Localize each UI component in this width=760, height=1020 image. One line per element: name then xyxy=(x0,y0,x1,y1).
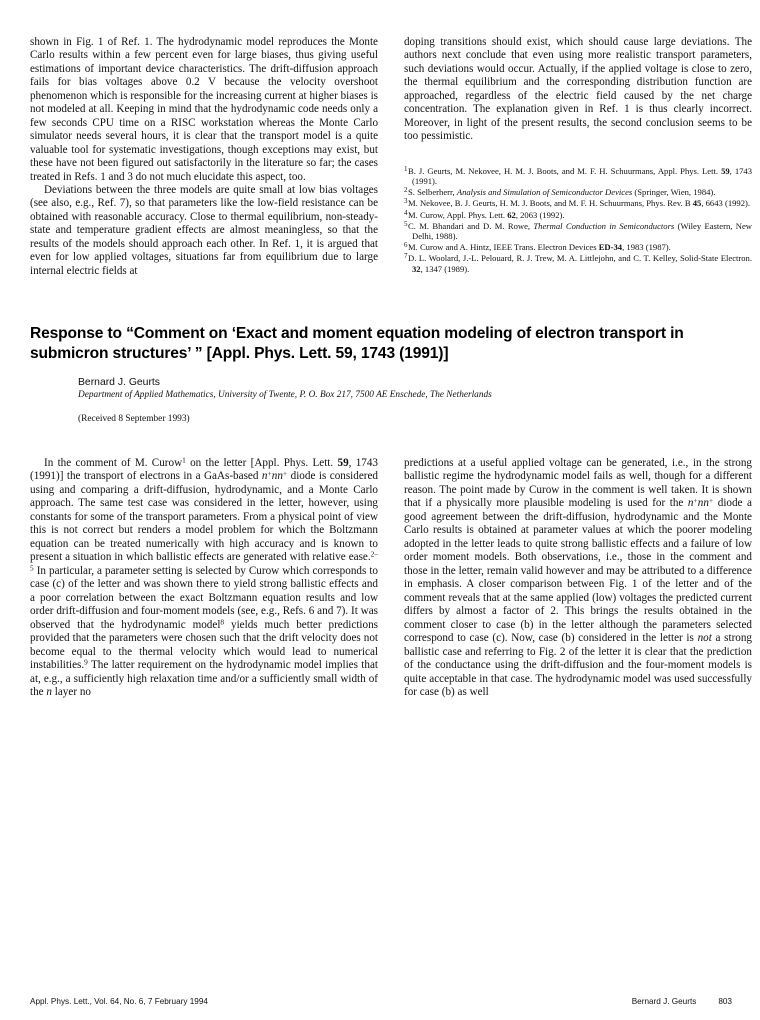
reference-item xyxy=(404,187,752,198)
reference-text: M. Curow, Appl. Phys. Lett. 62, 2063 (1992). xyxy=(408,209,565,220)
reference-text: S. Selberherr, Analysis and Simulation of Semiconductor Devices (Springer, Wien, 1984). xyxy=(408,187,716,198)
footer-author: Bernard J. Geurts xyxy=(631,997,697,1006)
paragraph-deviations: Deviations between the three models are quite small at low bias voltages (see also, e.g., Ref. 7), so that parameters like the low-field resistance can be obtained with reasonable accuracy. Close to thermal equilibrium, non-steady-state and temperature gradient effects are almost meaningless, so that the results of the models should approach each other. In Ref. 1, it is argued that even for low applied voltages, situations far from equilibrium due to large internal electric fields at xyxy=(30,183,378,277)
lower-right-column xyxy=(404,457,752,700)
author-block xyxy=(30,376,732,424)
reference-item xyxy=(404,210,752,221)
top-text-columns xyxy=(30,36,753,278)
top-left-column xyxy=(30,36,378,278)
reference-text: M. Curow and A. Hintz, IEEE Trans. Electron Devices ED-34, 1983 (1987). xyxy=(408,242,671,253)
paragraph-comment-response-right: predictions at a useful applied voltage can be generated, i.e., in the strong ballistic regime the hydrodynamic model fails as well, though for a different reason. The point made by Curow in the comment is well taken. It is shown that if a physically more plausible modeling is used for the n+nn+ diode a good agreement between the drift-diffusion, hydrodynamic and the Monte Carlo results is obtained at parameter values at which the poorer modeling adopted in the letter leads to quite strong ballistic effects and a failure of low order moment models. Both observations, i.e., those in the comment and those in the letter, remain valid however and may be attributed to a difference in emphasis. A closer comparison between Fig. 1 of the letter and of the comment reveals that at the same applied (low) voltages the predicted current differs by almost a factor of 2. This brings the results obtained in the comment closer to case (b) in the letter although the parameters selected correspond to case (c). Now, case (b) considered in the letter is not a strong ballistic case and referring to Fig. 2 of the letter it is clear that the prediction of the conductance using the drift-diffusion and the four-moment models is quite acceptable in that case. The hydrodynamic model was used successfully for case (b) as well xyxy=(404,456,752,699)
reference-number: 2 xyxy=(404,186,408,195)
paragraph-continuation: shown in Fig. 1 of Ref. 1. The hydrodynamic model reproduces the Monte Carlo results within a few percent even for large biases, thus giving useful estimations of important device characteristics. The drift-diffusion approach fails for bias voltages above 0.2 V because the velocity overshoot phenomenon which is responsible for the increasing current at higher biases is not modeled at all. Keeping in mind that the hydrodynamic code needs only a few seconds CPU time on a RISC workstation whereas the Monte Carlo simulator needs several hours, it is clear that the transport model is a quite valuable tool for systematic investigations, though exceptions may exist, but these have not been figured out satisfactorily in the literature so far; the cases treated in Refs. 1 and 3 do not much elucidate this aspect, too. xyxy=(30,36,378,183)
reference-number: 3 xyxy=(404,197,408,206)
reference-item xyxy=(404,221,752,242)
page-footer xyxy=(30,997,732,1006)
reference-text: D. L. Woolard, J.-L. Pelouard, R. J. Trew, M. A. Littlejohn, and C. T. Kelley, Solid-State Electron. 32, 1347 (1989). xyxy=(408,253,752,274)
top-right-column xyxy=(404,36,752,278)
reference-text: C. M. Bhandari and D. M. Rowe, Thermal Conduction in Semiconductors (Wiley Eastern, New Delhi, 1988). xyxy=(408,220,752,242)
reference-number: 4 xyxy=(404,208,408,217)
author-affiliation: Department of Applied Mathematics, University of Twente, P. O. Box 217, 7500 AE Enschede, The Netherlands xyxy=(78,390,492,401)
paragraph-comment-response-left: In the comment of M. Curow$^1$ on the letter [Appl. Phys. Lett. 59, 1743 (1991)] the transport of electrons in a GaAs-based n+nn+ diode is considered using and comparing a drift-diffusion, hydrodynamic, and a Monte Carlo approach. The same test case was considered in the letter, however, using constants for some of the transport parameters. From a physical point of view this is not correct but renders a model problem for which the Boltzmann equation can be treated numerically with high accuracy and is known to present a situation in which ballistic effects are generated with relative ease.$^{2-5}$ In particular, a parameter setting is selected by Curow which corresponds to case (c) of the letter and was shown there to yield strong ballistic effects and a poor correlation between the exact Boltzmann equation results and low order drift-diffusion and four-moment models (see, e.g., Refs. 6 and 7). It was observed that the hydrodynamic model$^8$ yields much better predictions provided that the parameters were chosen such that the drift velocity does not become equal to the thermal velocity which would lead to numerical instabilities.$^9$ The latter requirement on the hydrodynamic model implies that at, e.g., a sufficiently high relaxation time and/or a sufficiently small width of the n layer no xyxy=(30,455,379,699)
footer-journal-citation: Appl. Phys. Lett., Vol. 64, No. 6, 7 February 1994 xyxy=(30,997,208,1006)
article-title: Response to “Comment on ‘Exact and moment equation modeling of electron transport in submicron structures’ ” [Appl. Phys. Lett. 59, 1743 (1991)] xyxy=(30,325,684,362)
received-date: (Received 8 September 1993) xyxy=(78,413,190,424)
reference-number: 6 xyxy=(404,241,408,250)
article-header xyxy=(30,324,732,425)
reference-number: 7 xyxy=(404,252,408,261)
reference-text: M. Nekovee, B. J. Geurts, H. M. J. Boots, and M. F. H. Schuurmans, Phys. Rev. B 45, 6643 (1992). xyxy=(408,198,751,209)
reference-item xyxy=(404,166,752,187)
reference-item xyxy=(404,242,752,253)
footer-right-group xyxy=(632,997,732,1006)
footer-page-number: 803 xyxy=(718,997,732,1006)
lower-left-column xyxy=(30,457,378,700)
reference-number: 1 xyxy=(404,164,408,173)
reference-item xyxy=(404,198,752,209)
reference-number: 5 xyxy=(404,219,408,228)
reference-list xyxy=(404,166,752,275)
reference-item xyxy=(404,253,752,274)
reference-text: B. J. Geurts, M. Nekovee, H. M. J. Boots, and M. F. H. Schuurmans, Appl. Phys. Lett. 59, 1743 (1991). xyxy=(408,165,753,187)
paragraph-doping-transitions: doping transitions should exist, which should cause large deviations. The authors next conclude that even using more realistic transport parameters, such deviations would occur. Actually, if the applied voltage is close to zero, the thermal equilibrium and the corresponding distribution function are approached, regardless of the electric field caused by the net charge concentration. The explanation given in Ref. 1 is thus clearly incorrect. Moreover, in light of the present results, the second conclusion seems to be too pessimistic. xyxy=(404,36,752,143)
author-name: Bernard J. Geurts xyxy=(78,377,161,389)
article-body-columns xyxy=(30,455,752,700)
